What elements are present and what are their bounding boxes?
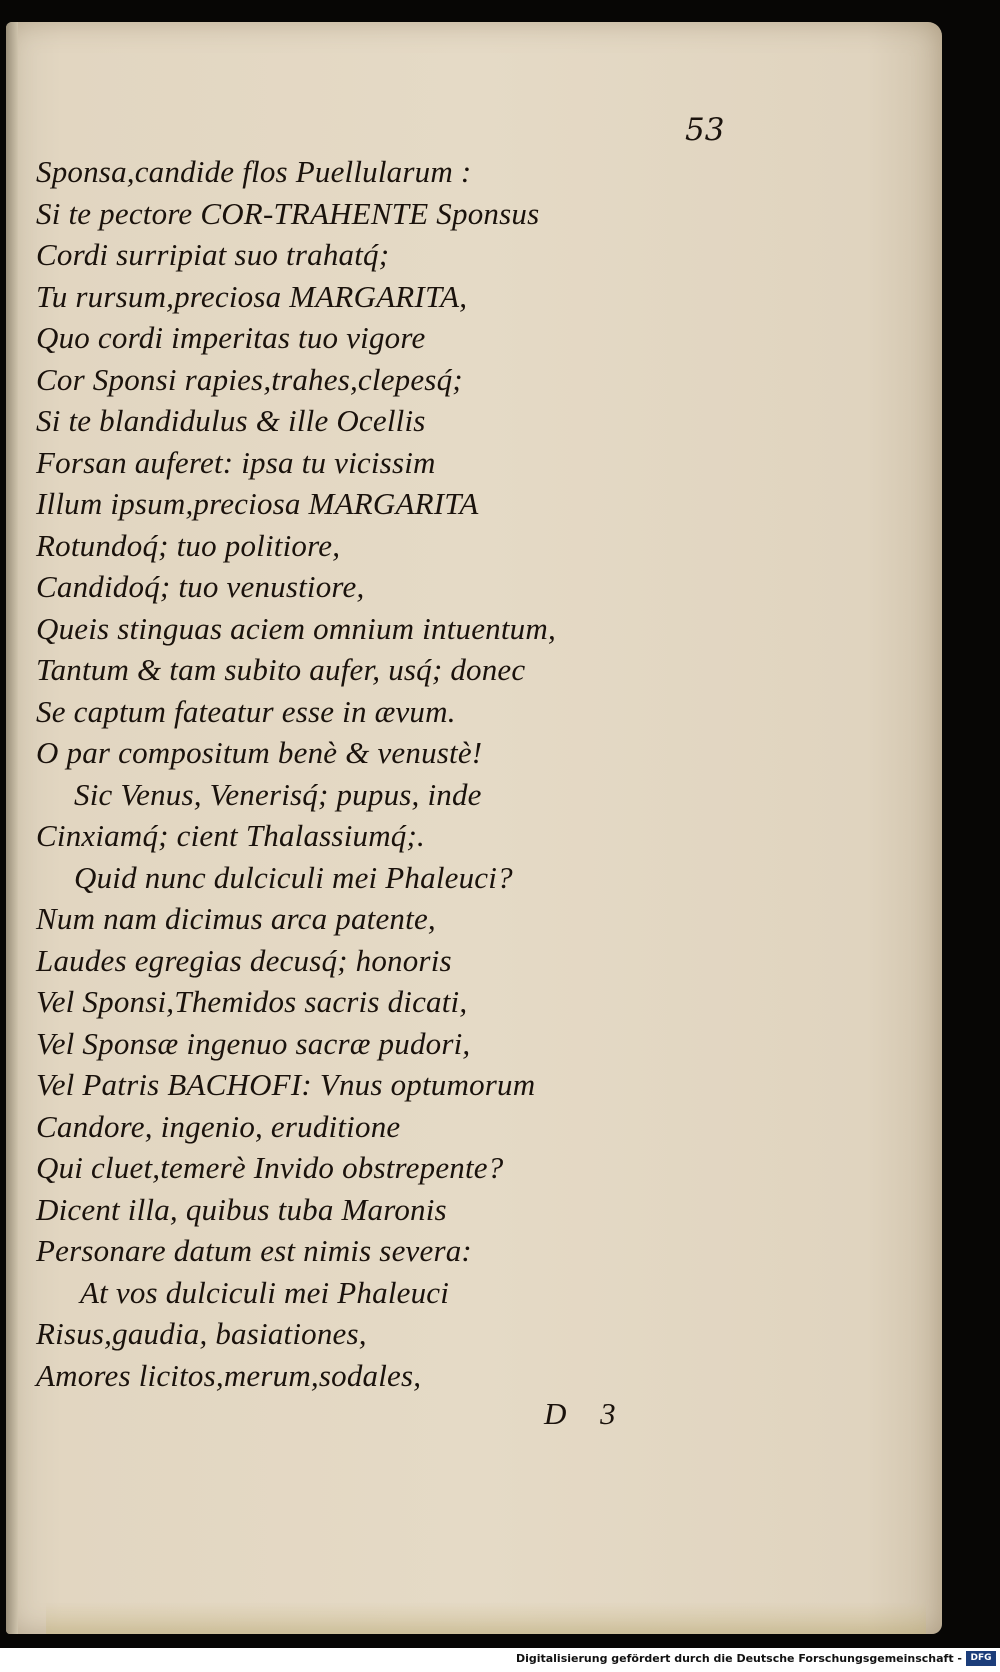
poem-line: Illum ipsum,preciosa MARGARITA <box>36 486 479 521</box>
poem-line: Tantum & tam subito aufer, usq́; donec <box>36 652 526 687</box>
poem-line: Candore, ingenio, eruditione <box>36 1108 401 1144</box>
poem-line: Forsan auferet: ipsa tu vicissim <box>36 444 436 480</box>
poem-line: Dicent illa, quibus tuba Maronis <box>36 1191 447 1227</box>
poem-line: Queis stinguas aciem omnium intuentum, <box>36 610 556 646</box>
poem-line: Si te pectore COR-TRAHENTE Sponsus <box>36 195 540 231</box>
poem-line: Num nam dicimus arca patente, <box>36 901 436 936</box>
poem-line: Quid nunc dulciculi mei Phaleuci? <box>74 859 513 895</box>
poem-line: Vel Sponsi,Themidos sacris dicati, <box>36 984 468 1019</box>
poem-line: Rotundoq́; tuo politiore, <box>36 527 341 563</box>
poem-line: Laudes egregias decusq́; honoris <box>36 942 452 978</box>
poem-line: Sic Venus, Venerisq́; pupus, inde <box>74 776 482 812</box>
poem-line: Vel Sponsæ ingenuo sacræ pudori, <box>36 1025 471 1061</box>
poem-line: Amores licitos,merum,sodales, <box>36 1357 422 1393</box>
poem-line: Candidoq́; tuo venustiore, <box>36 569 365 604</box>
page-number: 53 <box>685 112 725 148</box>
poem-line: Risus,gaudia, basiationes, <box>36 1316 367 1351</box>
page-edge <box>6 22 18 1634</box>
signature-mark: D 3 <box>544 1396 616 1431</box>
poem-line: Cinxiamq́; cient Thalassiumq́;. <box>36 818 425 853</box>
poem-line: Cordi surripiat suo trahatq́; <box>36 237 390 272</box>
poem-line: Cor Sponsi rapies,trahes,clepesq́; <box>36 361 463 397</box>
poem-line: O par compositum benè & venustè! <box>36 735 483 770</box>
poem-line: Vel Patris BACHOFI: Vnus optumorum <box>36 1067 536 1102</box>
poem-text <box>36 151 556 1396</box>
poem-line: Personare datum est nimis severa: <box>36 1233 472 1268</box>
poem-line: Se captum fateatur esse in ævum. <box>36 693 456 729</box>
poem-line: Qui cluet,temerè Invido obstrepente? <box>36 1150 504 1185</box>
poem-line: At vos dulciculi mei Phaleuci <box>80 1274 450 1310</box>
poem-line: Sponsa,candide flos Puellularum : <box>36 154 472 189</box>
poem-line: Tu rursum,preciosa MARGARITA, <box>36 278 468 314</box>
poem-line: Quo cordi imperitas tuo vigore <box>36 320 426 355</box>
footer-credit: Digitalisierung gefördert durch die Deutsche Forschungsgemeinschaft - <box>515 1652 962 1665</box>
footer-bar <box>0 1648 1000 1672</box>
page-stain <box>46 1602 926 1634</box>
poem-line: Si te blandidulus & ille Ocellis <box>36 403 426 438</box>
dfg-logo-icon[interactable]: DFG <box>966 1651 996 1666</box>
